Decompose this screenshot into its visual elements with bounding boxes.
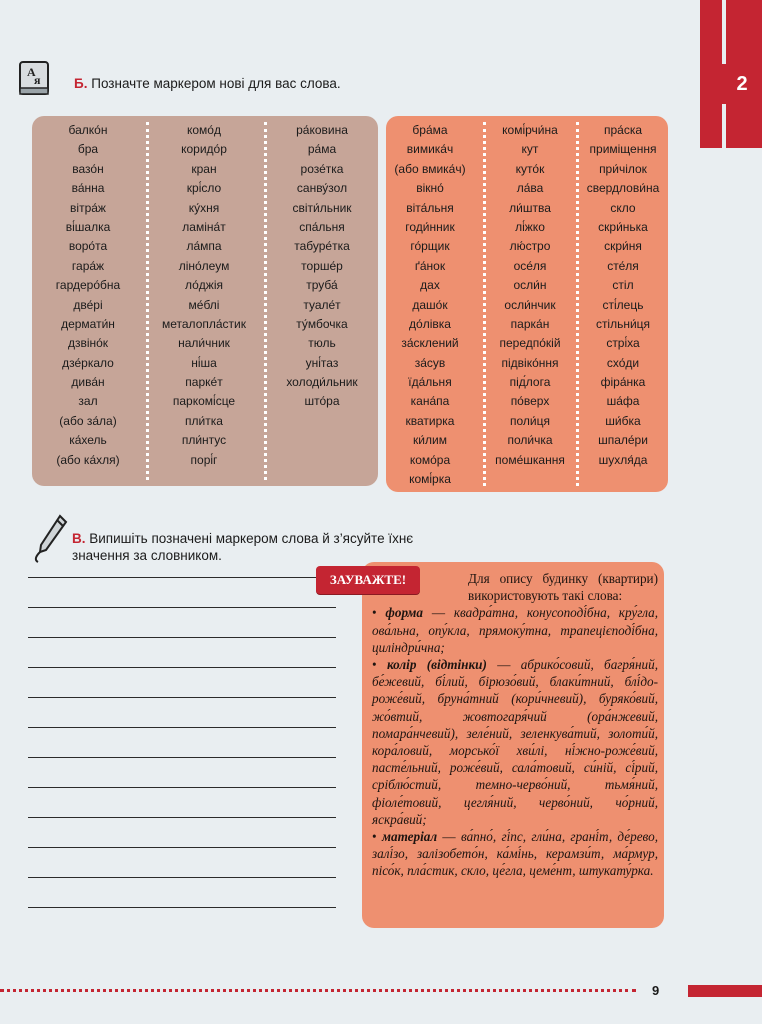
word-item: гара́ж (71, 258, 105, 273)
note-values: квадра́тна, конусоподі́бна, кру́гла, ова́льна, опу́кла, прямоку́тна, трапецієподі́бна, циліндри́чна; (372, 605, 659, 655)
word-item: стіл (612, 278, 634, 293)
word-item: дзвіно́к (67, 336, 109, 351)
word-item: розе́тка (300, 161, 344, 176)
word-item: за́склений (401, 336, 459, 351)
word-item: скло (610, 200, 636, 215)
word-item: ліно́леум (178, 258, 230, 273)
word-item: две́рі (73, 297, 103, 312)
word-column-1 (32, 121, 144, 470)
word-item: осли́нчик (504, 297, 556, 312)
word-item: го́рщик (410, 239, 450, 254)
word-item: ра́ковина (296, 123, 348, 137)
word-item: їда́льня (408, 375, 452, 390)
task-v-text: Випишіть позначені маркером слова й з’ясуйте їхнє значення за словником. (72, 531, 414, 563)
word-item: кватирка (405, 413, 455, 428)
note-item-color: • колір (відтінки) — абрико́совий, багря́ний, бе́жевий, бі́лий, бірюзо́вий, блаки́тний, блі́до-роже́вий, бруна́тний (кори́чневий), буряко́вий, жо́втий, жовтогаря́чий (ора́нжевий, помара́нчевий), зеле́ний, зеленкува́тий, золоти́й, кора́ловий, морсько́ї хви́лі, ні́жно-роже́вий, пасте́льний, роже́вий, сала́товий, си́ній, сі́рий, сріблю́стий, темно-черво́ний, тьмя́ний, фіоле́товий, цегля́ний, черво́ний, чо́рний, яскра́вий; (372, 657, 659, 827)
word-item: ґа́нок (414, 258, 446, 273)
word-item: поме́шкання (495, 452, 565, 467)
word-item: шухля́да (598, 452, 648, 467)
writing-line[interactable] (28, 787, 336, 788)
word-item: кана́па (410, 394, 450, 409)
footer-divider (0, 989, 636, 992)
word-item: осли́н (513, 278, 547, 293)
word-item: свердлови́на (586, 181, 660, 196)
word-item: торше́р (301, 258, 343, 273)
word-panel-orange (386, 116, 668, 492)
word-item: лі́жко (515, 219, 545, 234)
word-item: дашо́к (412, 297, 448, 312)
word-item: ку́хня (188, 200, 220, 215)
writing-line[interactable] (28, 697, 336, 698)
task-v-instruction (72, 530, 432, 564)
word-item: (або ка́хля) (56, 452, 120, 467)
word-item: ва́нна (71, 181, 105, 196)
word-item: труба́ (306, 278, 338, 293)
task-b-letter: Б. (74, 76, 88, 91)
word-item: кут (521, 142, 539, 157)
word-item: (або вмика́ч) (394, 161, 466, 176)
word-item: ла́ва (516, 181, 544, 196)
word-item: зал (78, 394, 98, 409)
word-item: ли́штва (509, 200, 551, 215)
word-item: стрі́ха (606, 336, 640, 351)
task-b-instruction (74, 76, 341, 91)
dictionary-icon (18, 60, 52, 98)
word-item: ки́лим (413, 433, 447, 448)
word-item: поли́чка (507, 433, 553, 448)
word-item: кран (191, 161, 217, 176)
word-item: по́верх (510, 394, 550, 409)
task-b-text: Позначте маркером нові для вас слова. (91, 76, 341, 91)
svg-text:А: А (27, 65, 36, 79)
word-item: комі́рчи́на (502, 123, 558, 137)
word-item: порі́г (190, 452, 218, 467)
word-item: што́ра (304, 394, 340, 409)
word-column-2 (148, 121, 260, 470)
word-item: віта́льня (406, 200, 454, 215)
word-item: сті́лець (602, 297, 644, 312)
note-item-form: • форма — квадра́тна, конусоподі́бна, кру́гла, ова́льна, опу́кла, прямоку́тна, трапецієподі́бна, циліндри́чна; (372, 605, 659, 655)
word-item: комо́д (187, 123, 221, 137)
word-item: пли́нтус (181, 433, 227, 448)
note-values: абрико́совий, багря́ний, бе́жевий, бі́лий, бірюзо́вий, блаки́тний, блі́до-роже́вий, бруна́тний (кори́чневий), буряко́вий, жо́втий, жовтогаря́чий (ора́нжевий, помара́нчевий), зеле́ний, зеленкува́тий, золоти́й, кора́ловий, морсько́ї хви́лі, ні́жно-роже́вий, пасте́льний, роже́вий, сала́товий, си́ній, сі́рий, сріблю́стий, темно-черво́ний, тьмя́ний, фіоле́товий, цегля́ний, черво́ний, чо́рний, яскра́вий; (372, 657, 659, 827)
word-column-3 (266, 121, 378, 412)
word-item: до́лівка (409, 316, 451, 331)
word-item: уні́таз (305, 355, 339, 370)
note-intro: Для опису будинку (квартири) використовують такі слова: (468, 571, 658, 604)
note-term: матеріал (381, 829, 438, 845)
word-item: бра (77, 142, 99, 157)
writing-line[interactable] (28, 847, 336, 848)
word-item: гардеро́бна (55, 278, 121, 293)
word-item: воро́та (68, 239, 108, 254)
word-item: дива́н (71, 375, 105, 390)
note-term: колір (відтінки) (386, 657, 487, 673)
word-item: ло́джія (184, 278, 223, 293)
note-text (372, 570, 658, 880)
word-item: ра́ма (307, 142, 337, 157)
word-item: передпо́кій (499, 336, 561, 351)
word-item: пли́тка (185, 413, 223, 428)
word-item: холоди́льник (286, 375, 358, 390)
word-item: шпале́ри (598, 433, 648, 448)
word-item: приміщення (589, 142, 657, 157)
writing-line[interactable] (28, 637, 336, 638)
word-item: світи́льник (292, 200, 352, 215)
note-item-material: • матеріал — ва́пно́, гі́пс, гли́на, грані́т, де́рево, залі́зо, залізобето́н, ка́мі́нь, керамзи́т, ма́рмур, пісо́к, пла́стик, скло, це́гла, цеме́нт, штукату́рка. (372, 829, 658, 879)
word-item: дах (420, 278, 440, 293)
footer-bar (688, 985, 762, 997)
word-item: за́сув (414, 355, 446, 370)
word-item: дермати́н (61, 316, 115, 331)
word-item: вікно́ (416, 181, 444, 196)
note-badge: ЗАУВАЖТЕ! (316, 566, 420, 594)
word-item: ка́хель (69, 433, 107, 448)
word-item: нали́чник (178, 336, 230, 351)
note-term: форма (385, 605, 424, 621)
word-item: вимика́ч (406, 142, 454, 157)
word-item: комо́ра (409, 452, 451, 467)
word-item: годи́нник (405, 219, 455, 234)
word-item: поли́ця (510, 413, 550, 428)
note-values: ва́пно́, гі́пс, гли́на, грані́т, де́рево, залі́зо, залізобето́н, ка́мі́нь, керамзи́т, ма́рмур, пісо́к, пла́стик, скло, це́гла, цеме́нт, штукату́рка. (372, 829, 658, 879)
word-item: лю́стро (509, 239, 551, 254)
word-item: ві́шалка (65, 219, 111, 234)
writing-line[interactable] (28, 907, 336, 908)
word-item: табуре́тка (294, 239, 350, 254)
word-item: фіра́нка (600, 375, 646, 390)
word-item: коридо́р (181, 142, 227, 157)
word-item: парка́н (510, 316, 550, 331)
word-item: ша́фа (606, 394, 640, 409)
word-panel-brown (32, 116, 378, 486)
word-item: паркомі́сце (172, 394, 236, 409)
writing-line[interactable] (28, 607, 336, 608)
word-item: скри́нька (598, 219, 648, 234)
word-item: стільни́ця (595, 316, 651, 331)
word-item: пра́ска (603, 123, 643, 137)
word-item: дзе́ркало (62, 355, 114, 370)
word-item: крі́сло (186, 181, 222, 196)
word-item: бра́ма (412, 123, 448, 137)
word-item: (або за́ла) (59, 413, 117, 428)
word-item: осе́ля (513, 258, 547, 273)
word-item: санву́зол (296, 181, 348, 196)
page-number: 9 (652, 983, 660, 998)
word-item: парке́т (185, 375, 223, 390)
word-item: металопла́стик (162, 316, 246, 331)
word-item: куто́к (515, 161, 545, 176)
word-item: ме́блі (188, 297, 220, 312)
writing-line[interactable] (28, 817, 336, 818)
word-item: ту́мбочка (296, 316, 348, 331)
side-decor-strip (700, 0, 722, 148)
word-item: підвіко́ння (501, 355, 559, 370)
pen-icon (32, 512, 70, 564)
writing-line[interactable] (28, 577, 318, 578)
word-item: туале́т (303, 297, 341, 312)
word-item: скри́ня (604, 239, 642, 254)
writing-line[interactable] (28, 727, 336, 728)
svg-text:я: я (34, 73, 41, 87)
word-item: тюль (308, 336, 336, 351)
word-item: ні́ша (191, 355, 217, 370)
word-item: ла́мпа (186, 239, 222, 254)
word-item: схо́ди (606, 355, 640, 370)
word-column-1 (378, 121, 482, 489)
task-v-letter: В. (72, 531, 86, 546)
word-column-2 (484, 121, 576, 470)
word-item: при́чілок (599, 161, 647, 176)
word-item: спа́льня (299, 219, 345, 234)
unit-number-tab: 2 (722, 64, 762, 104)
word-item: комі́рка (409, 472, 451, 487)
writing-line[interactable] (28, 877, 336, 878)
writing-line[interactable] (28, 667, 336, 668)
word-item: ши́бка (605, 413, 641, 428)
word-item: вазо́н (72, 161, 104, 176)
word-item: під́лога (509, 375, 551, 390)
word-item: ламіна́т (182, 219, 226, 234)
writing-line[interactable] (28, 757, 336, 758)
word-item: сте́ля (607, 258, 639, 273)
word-column-3 (576, 121, 670, 470)
word-item: балко́н (68, 123, 108, 137)
word-item: вітра́ж (70, 200, 106, 215)
